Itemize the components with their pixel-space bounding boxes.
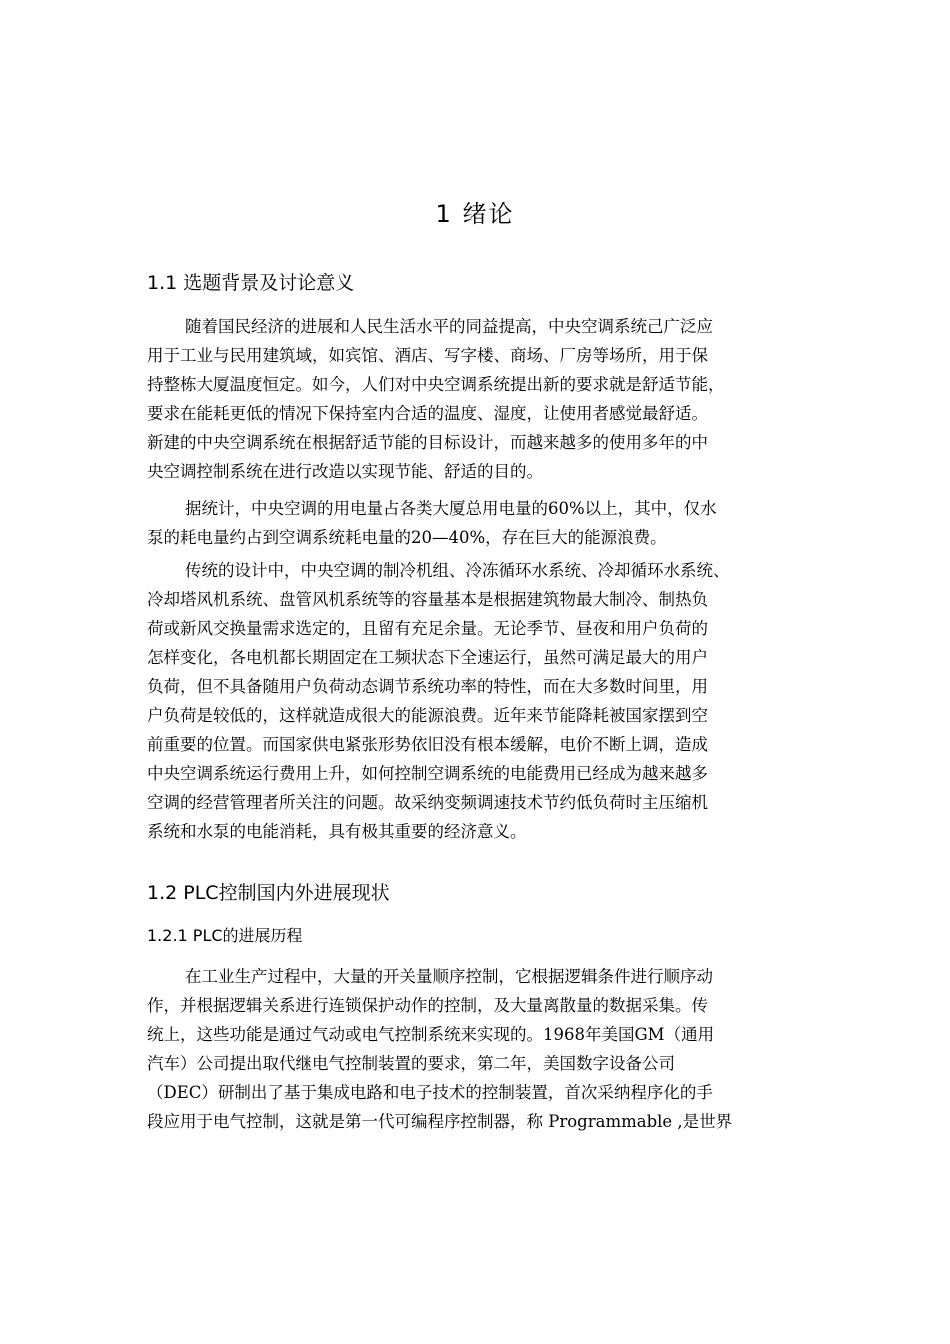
paragraph-line: 统上，这些功能是通过气动或电气控制系统来实现的。1968年美国GM（通用 (147, 1025, 715, 1044)
paragraph-line: 要求在能耗更低的情况下保持室内合适的温度、湿度，让使用者感觉最舒适。 (147, 404, 708, 423)
paragraph-line: 据统计，中央空调的用电量占各类大厦总用电量的60%以上，其中，仅水 (185, 499, 717, 518)
paragraph-line: 随着国民经济的进展和人民生活水平的同益提高，中央空调系统己广泛应 (185, 317, 713, 336)
paragraph-line: （DEC）研制出了基于集成电路和电子技术的控制装置，首次采纳程序化的手 (147, 1083, 713, 1102)
paragraph-line: 央空调控制系统在进行改造以实现节能、舒适的目的。 (147, 462, 543, 481)
paragraph-line: 作，并根据逻辑关系进行连锁保护动作的控制，及大量离散量的数据采集。传 (147, 996, 708, 1015)
paragraph-line: 持整栋大厦温度恒定。如今，人们对中央空调系统提出新的要求就是舒适节能， (147, 375, 725, 394)
section-heading-1-2: 1.2 PLC控制国内外进展现状 (147, 882, 390, 904)
chapter-title: 1 绪论 (435, 200, 515, 228)
paragraph-line: 户负荷是较低的，这样就造成很大的能源浪费。近年来节能降耗被国家摆到空 (147, 706, 708, 725)
paragraph-line: 汽车）公司提出取代继电气控制装置的要求，第二年，美国数字设备公司 (147, 1054, 675, 1073)
section-heading-1-1: 1.1 选题背景及讨论意义 (147, 272, 355, 294)
paragraph-line: 荷或新风交换量需求选定的，且留有充足余量。无论季节、昼夜和用户负荷的 (147, 619, 708, 638)
paragraph-line: 前重要的位置。而国家供电紧张形势依旧没有根本缓解，电价不断上调，造成 (147, 735, 708, 754)
paragraph-line: 冷却塔风机系统、盘管风机系统等的容量基本是根据建筑物最大制冷、制热负 (147, 590, 708, 609)
paragraph-background-1 (147, 312, 805, 486)
paragraph-line: 在工业生产过程中，大量的开关量顺序控制，它根据逻辑条件进行顺序动 (185, 967, 713, 986)
paragraph-line: 用于工业与民用建筑域，如宾馆、酒店、写字楼、商场、厂房等场所，用于保 (147, 346, 708, 365)
paragraph-line: 系统和水泵的电能消耗，具有极其重要的经济意义。 (147, 822, 527, 841)
subsection-heading-1-2-1: 1.2.1 PLC的进展历程 (147, 926, 303, 945)
paragraph-plc-history (147, 962, 805, 1136)
paragraph-background-2 (147, 494, 805, 552)
paragraph-line: 传统的设计中，中央空调的制冷机组、冷冻循环水系统、冷却循环水系统、 (185, 561, 730, 580)
paragraph-line: 负荷，但不具备随用户负荷动态调节系统功率的特性，而在大多数时间里，用 (147, 677, 708, 696)
paragraph-line: 段应用于电气控制，这就是第一代可编程序控制器，称 Programmable ,是世界 (147, 1112, 733, 1131)
paragraph-line: 怎样变化，各电机都长期固定在工频状态下全速运行，虽然可满足最大的用户 (147, 648, 708, 667)
paragraph-line: 中央空调系统运行费用上升，如何控制空调系统的电能费用已经成为越来越多 (147, 764, 708, 783)
paragraph-background-3 (147, 556, 805, 846)
paragraph-line: 泵的耗电量约占到空调系统耗电量的20—40%，存在巨大的能源浪费。 (147, 528, 667, 547)
paragraph-line: 空调的经营管理者所关注的问题。故采纳变频调速技术节约低负荷时主压缩机 (147, 793, 708, 812)
paragraph-line: 新建的中央空调系统在根据舒适节能的目标设计，而越来越多的使用多年的中 (147, 433, 708, 452)
